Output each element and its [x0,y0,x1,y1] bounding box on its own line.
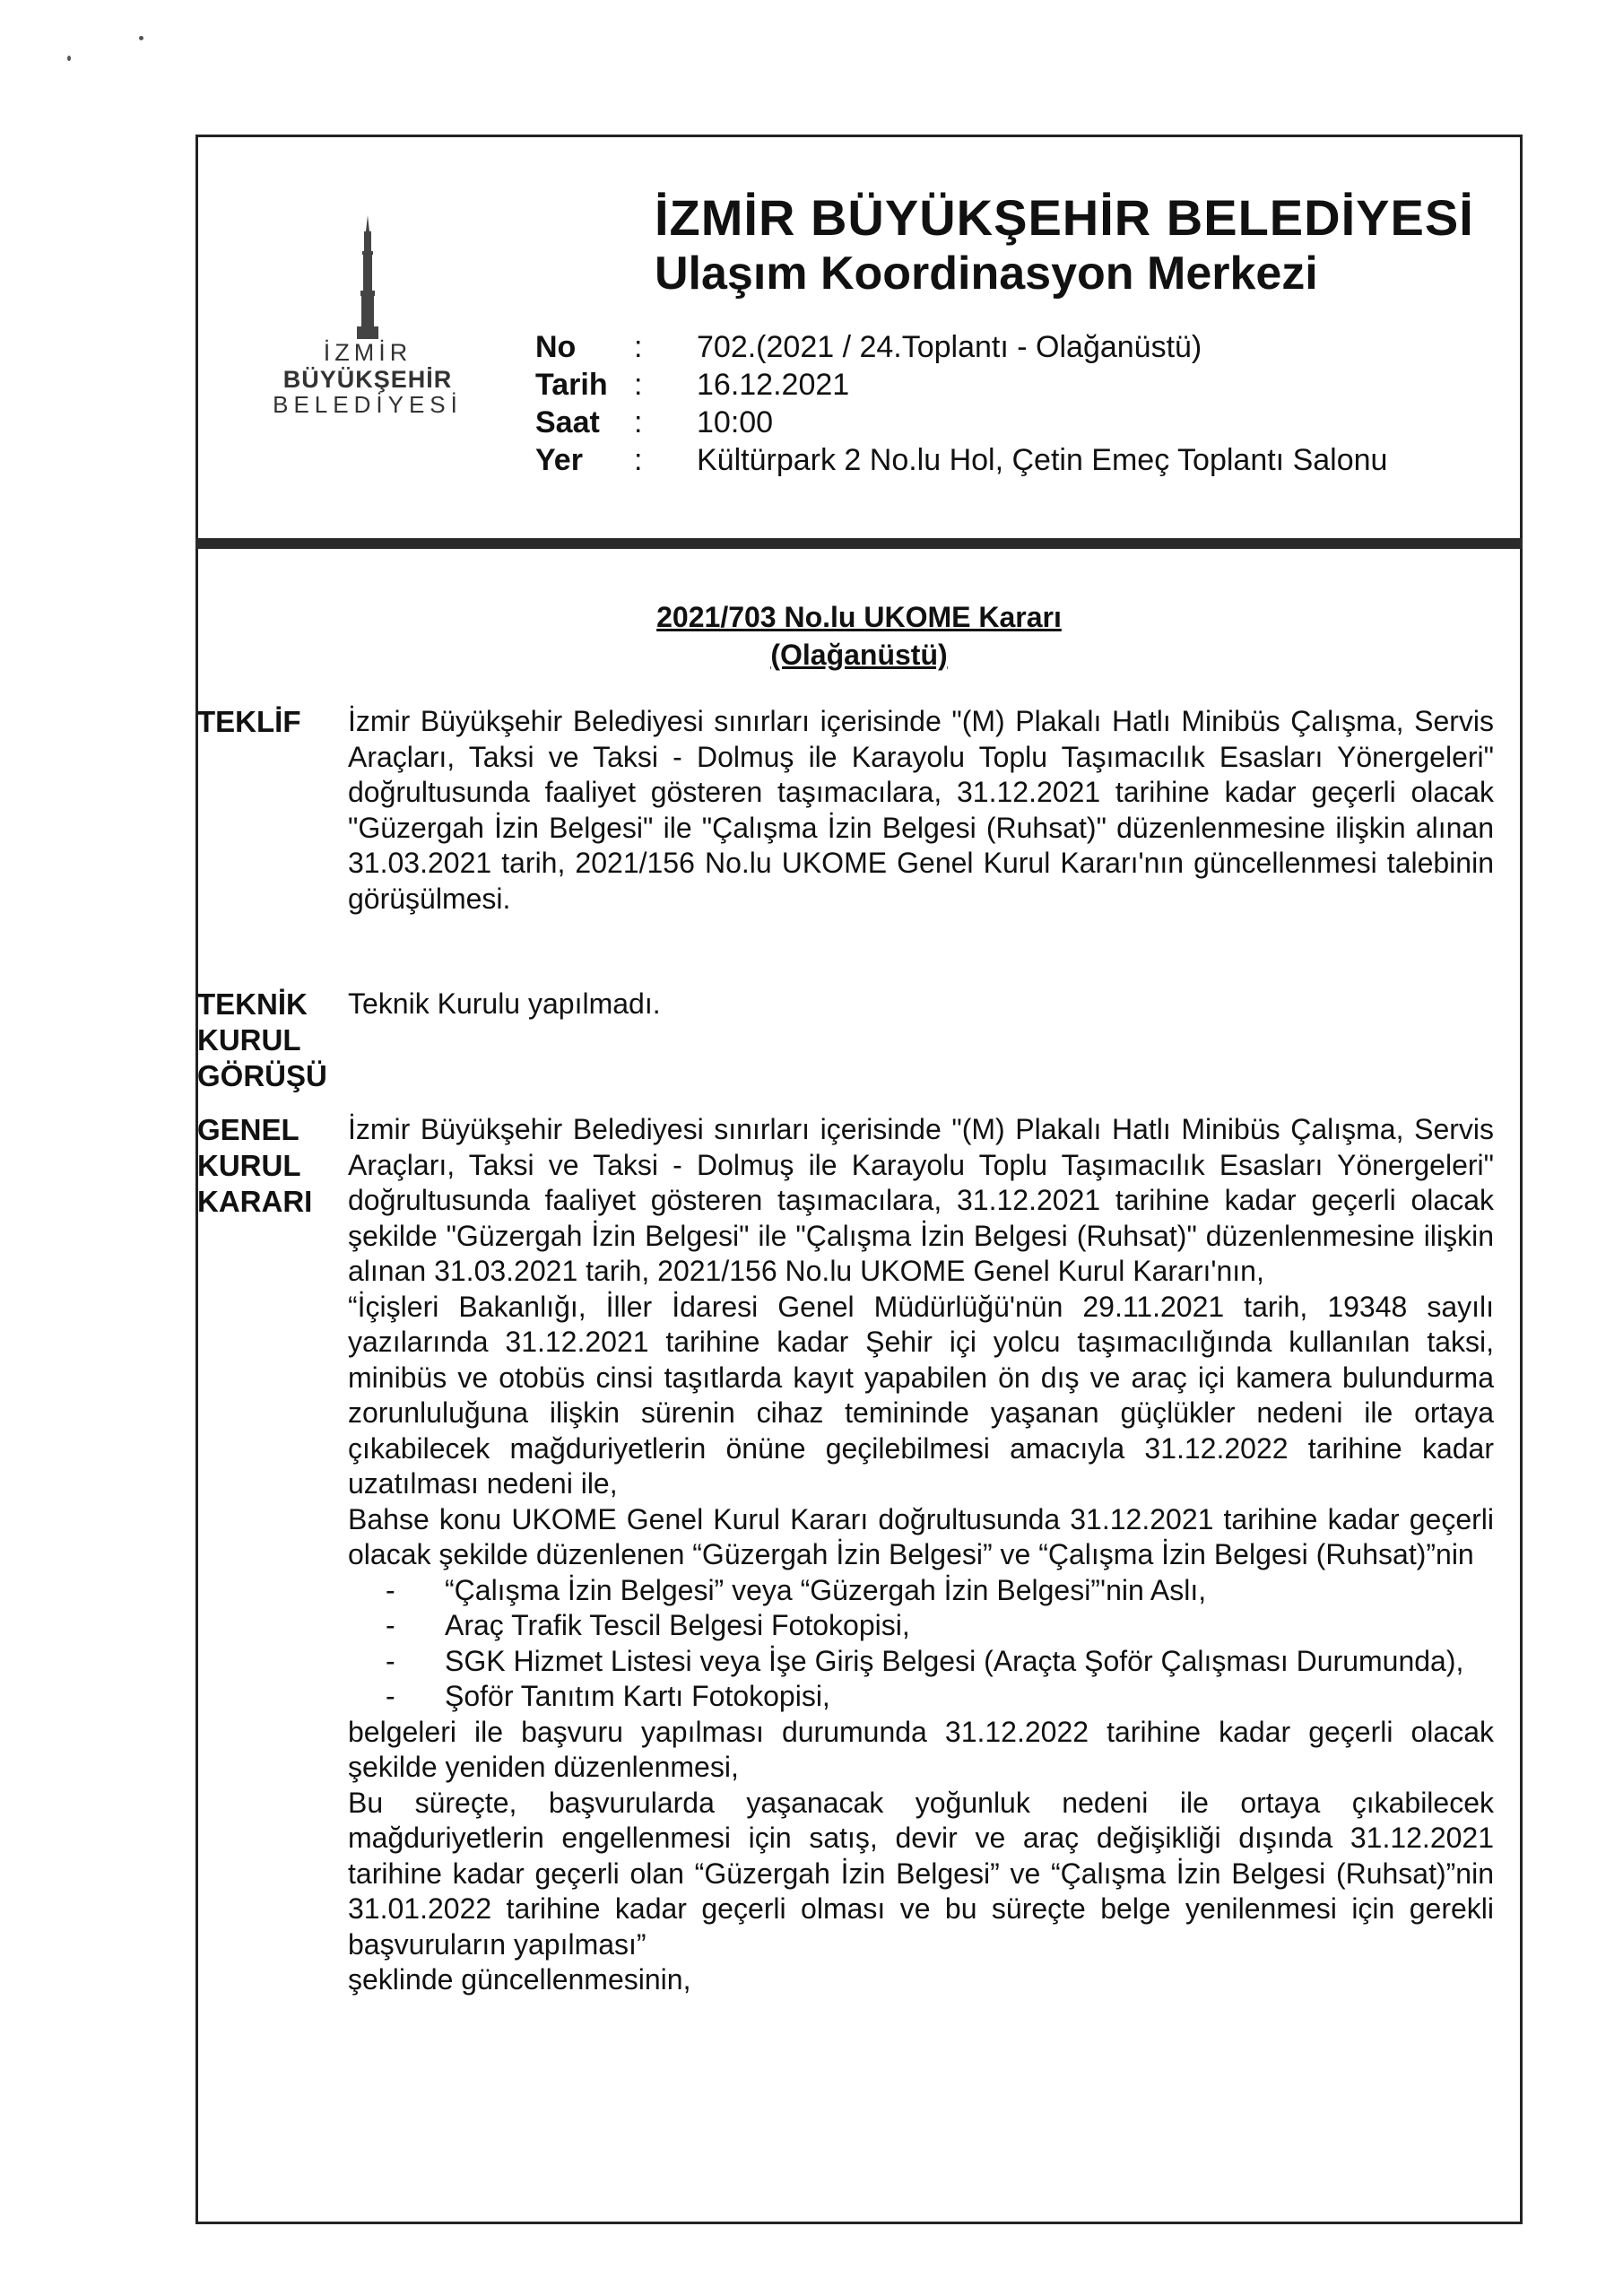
clock-tower-icon [354,215,381,339]
meta-value: Kültürpark 2 No.lu Hol, Çetin Emeç Toplantı Salonu [697,443,1388,477]
bullet-marker: - [386,1644,395,1677]
technical-opinion-text: Teknik Kurulu yapılmadı. [348,987,661,1020]
label-line: GENEL [197,1113,299,1146]
meta-value: 16.12.2021 [697,368,850,402]
section-label [197,1112,341,1220]
organization-title: İZMİR BÜYÜKŞEHİR BELEDİYESİ [655,189,1474,246]
scan-speck [67,56,71,61]
decision-paragraph: İzmir Büyükşehir Belediyesi sınırları içerisinde "(M) Plakalı Hatlı Minibüs Çalışma, Servis Araçları, Taksi ve Taksi - Dolmuş ile Karayolu Toplu Taşımacılık Esasları Yönergeleri" doğrultusunda faaliyet gösteren taşımacılara, 31.12.2021 tarihine kadar geçerli olacak şekilde "Güzergah İzin Belgesi" ile "Çalışma İzin Belgesi (Ruhsat)" düzenlenmesine ilişkin alınan 31.03.2021 tarih, 2021/156 No.lu UKOME Genel Kurul Kararı'nın, [348,1113,1494,1287]
meta-label: Tarih [535,368,608,402]
list-item [348,1573,1494,1609]
scan-speck [139,36,143,40]
decision-paragraph: Bu süreçte, başvurularda yaşanacak yoğunluk nedeni ile ortaya çıkabilecek mağduriyetlerin engellenmesi için satış, devir ve araç değişikliği dışında 31.12.2021 tarihine kadar geçerli olan “Güzergah İzin Belgesi” ve “Çalışma İzin Belgesi (Ruhsat)”nin 31.01.2022 tarihine kadar geçerli olması ve bu süreçte belge yenilenmesi için gerekli başvuruların yapılması” [348,1786,1494,1961]
meta-value: 702.(2021 / 24.Toplantı - Olağanüstü) [697,330,1202,364]
list-item [348,1644,1494,1680]
required-documents-list [348,1573,1494,1715]
list-item-text: Şoför Tanıtım Kartı Fotokopisi, [445,1680,830,1712]
label-line: KURUL [197,1149,301,1182]
decision-paragraph: şeklinde güncellenmesinin, [348,1963,691,1996]
meta-label: Yer [535,443,583,477]
label-line: TEKNİK [197,987,308,1021]
meta-colon: : [634,368,643,402]
bullet-marker: - [386,1609,395,1641]
meta-colon: : [634,330,643,364]
logo-text-buyuksehir: BÜYÜKŞEHİR [282,366,453,393]
section-label: TEKLİF [197,705,301,738]
decision-subtitle: (Olağanüstü) [770,639,948,671]
label-line: GÖRÜŞÜ [197,1059,327,1092]
proposal-text: İzmir Büyükşehir Belediyesi sınırları içerisinde "(M) Plakalı Hatlı Minibüs Çalışma, Servis Araçları, Taksi ve Taksi - Dolmuş ile Karayolu Toplu Taşımacılık Esasları Yönergeleri" doğrultusunda faaliyet gösteren taşımacılara, 31.12.2021 tarihine kadar geçerli olacak "Güzergah İzin Belgesi" ile "Çalışma İzin Belgesi (Ruhsat)" düzenlenmesine ilişkin alınan 31.03.2021 tarih, 2021/156 No.lu UKOME Genel Kurul Kararı'nın güncellenmesi talebinin görüşülmesi. [348,705,1494,915]
section-body [348,1112,1494,1998]
decision-paragraph: Bahse konu UKOME Genel Kurul Kararı doğrultusunda 31.12.2021 tarihine kadar geçerli olacak şekilde düzenlenen “Güzergah İzin Belgesi” ve “Çalışma İzin Belgesi (Ruhsat)”nin [348,1502,1494,1570]
decision-paragraph: “İçişleri Bakanlığı, İller İdaresi Genel Müdürlüğü'nün 29.11.2021 tarih, 19348 sayılı yazılarında 31.12.2021 tarihine kadar Şehir içi yolcu taşımacılığında kullanılan taksi, minibüs ve otobüs cinsi taşıtlarda kayıt yapabilen ön dış ve araç içi kamera bulundurma zorunluluğuna ilişkin sürenin cihaz temininde yaşanan güçlükler nedeni ile ortaya çıkabilecek mağduriyetlerin önüne geçilebilmesi amacıyla 31.12.2022 tarihine kadar uzatılması nedeni ile, [348,1290,1494,1500]
decision-paragraph: belgeleri ile başvuru yapılması durumunda 31.12.2022 tarihine kadar geçerli olacak şekilde yeniden düzenlenmesi, [348,1715,1494,1783]
meta-colon: : [634,443,643,477]
section-label [197,987,341,1094]
list-item [348,1679,1494,1715]
label-line: KARARI [197,1185,313,1218]
header-divider [195,538,1523,549]
list-item [348,1608,1494,1644]
organization-subtitle: Ulaşım Koordinasyon Merkezi [655,248,1318,300]
logo-text-belediyesi: BELEDİYESİ [273,391,463,418]
meta-value: 10:00 [697,405,774,439]
section-body [348,987,1494,1022]
bullet-marker: - [386,1573,395,1606]
list-item-text: “Çalışma İzin Belgesi” veya “Güzergah İzin Belgesi”'nin Aslı, [445,1573,1207,1606]
bullet-marker: - [386,1680,395,1712]
meta-label: No [535,330,577,364]
meta-label: Saat [535,405,600,439]
list-item-text: SGK Hizmet Listesi veya İşe Giriş Belgesi (Araçta Şoför Çalışması Durumunda), [445,1644,1464,1677]
list-item-text: Araç Trafik Tescil Belgesi Fotokopisi, [445,1609,910,1641]
meta-colon: : [634,405,643,439]
logo-text-izmir: İZMİR [323,339,412,366]
municipality-logo [269,215,466,422]
label-line: KURUL [197,1023,301,1057]
section-body [348,704,1494,917]
decision-title: 2021/703 No.lu UKOME Kararı [656,601,1062,633]
